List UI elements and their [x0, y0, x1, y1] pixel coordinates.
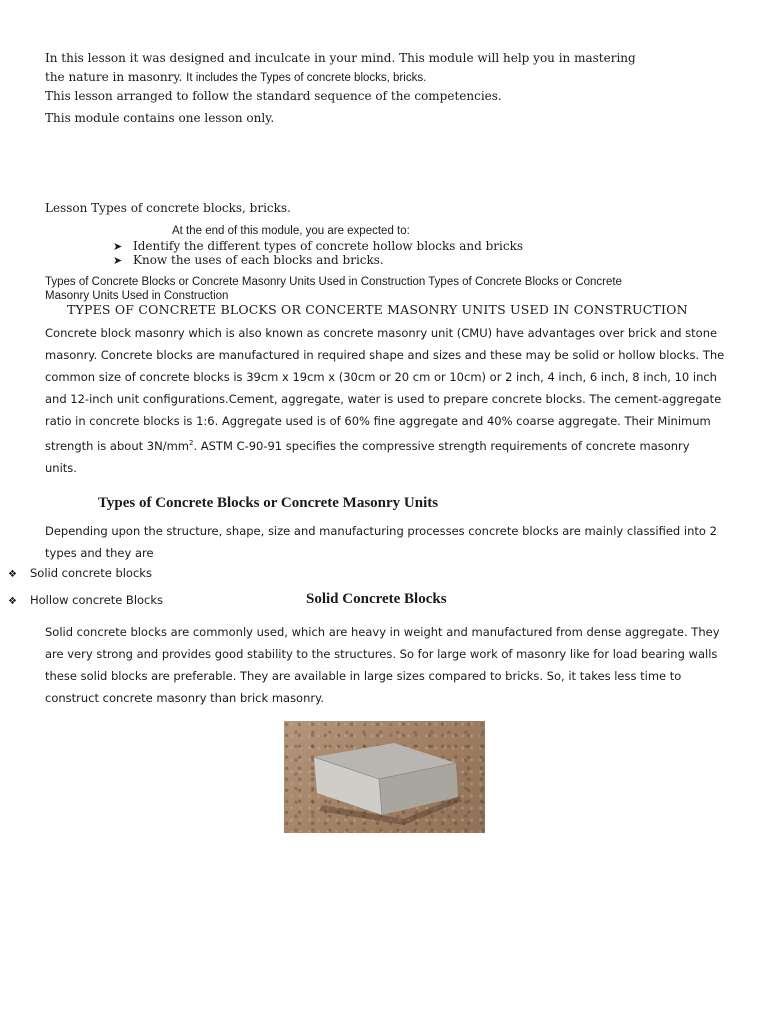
section-heading: Types of Concrete Blocks or Concrete Masonry Units — [98, 495, 439, 511]
body-paragraph-3: Solid concrete blocks are commonly used, which are heavy in weight and manufactured from dense aggregate. They are very strong and provides good stability to the structures. So for large work of masonry like for load bearing walls these solid blocks are preferable. They are available in large sizes compared to bricks. So, it takes less time to construct concrete masonry than brick masonry. — [45, 625, 720, 705]
repeated-title-line-2: Masonry Units Used in Construction — [45, 290, 229, 302]
intro-line-3: This lesson arranged to follow the standard sequence of the competencies. — [45, 89, 502, 103]
intro-line-1: In this lesson it was designed and inculcate in your mind. This module will help you in mastering — [45, 51, 636, 65]
diamond-bullet-icon: ❖ — [8, 569, 17, 580]
body-1-tail: . ASTM C-90-91 specifies the compressive strength requirements of concrete masonry units. — [45, 438, 690, 475]
lesson-title: Lesson Types of concrete blocks, bricks. — [45, 201, 291, 215]
type-list-item — [8, 593, 163, 607]
body-paragraph-2: Depending upon the structure, shape, size and manufacturing processes concrete blocks are mainly classified into 2 types and they are — [45, 524, 717, 560]
objective-text: Identify the different types of concrete hollow blocks and bricks — [133, 239, 524, 253]
intro-line-2b: It includes the Types of concrete blocks, bricks. — [186, 72, 427, 84]
objective-text: Know the uses of each blocks and bricks. — [133, 253, 384, 267]
intro-line-2 — [45, 66, 426, 85]
type-list-item — [8, 566, 152, 580]
lesson-expectation: At the end of this module, you are expected to: — [172, 225, 410, 237]
body-1-text: Concrete block masonry which is also known as concrete masonry unit (CMU) have advantages over brick and stone masonry. Concrete blocks are manufactured in required shape and sizes and these may be solid or hollow blocks. The common size of concrete blocks is 39cm x 19cm x (30cm or 20 cm or 10cm) or 2 inch, 4 inch, 6 inch, 8 inch, 10 inch and 12-inch unit configurations.Cement, aggregate, water is used to prepare concrete blocks. The cement-aggregate ratio in concrete blocks is 1:6. Aggregate used is of 60% fine aggregate and 40% coarse aggregate. Their Minimum strength is about 3N/mm — [45, 326, 725, 453]
solid-blocks-heading: Solid Concrete Blocks — [306, 591, 447, 607]
caps-heading: TYPES OF CONCRETE BLOCKS OR CONCERTE MASONRY UNITS USED IN CONSTRUCTION — [67, 302, 688, 317]
superscript: 2 — [188, 439, 194, 447]
body-paragraph-1 — [45, 322, 725, 479]
type-label: Hollow concrete Blocks — [30, 593, 164, 607]
diamond-bullet-icon: ❖ — [8, 596, 17, 607]
intro-line-4: This module contains one lesson only. — [45, 111, 275, 125]
intro-line-2a: the nature in masonry. — [45, 70, 187, 84]
objective-item — [113, 239, 523, 253]
repeated-title-line-1: Types of Concrete Blocks or Concrete Masonry Units Used in Construction Types of Concrete Blocks or Concrete — [45, 276, 622, 288]
concrete-block-photo — [284, 721, 485, 833]
type-label: Solid concrete blocks — [30, 566, 152, 580]
arrow-bullet-icon: ➤ — [113, 254, 123, 267]
objective-item — [113, 253, 384, 267]
arrow-bullet-icon: ➤ — [113, 240, 123, 253]
